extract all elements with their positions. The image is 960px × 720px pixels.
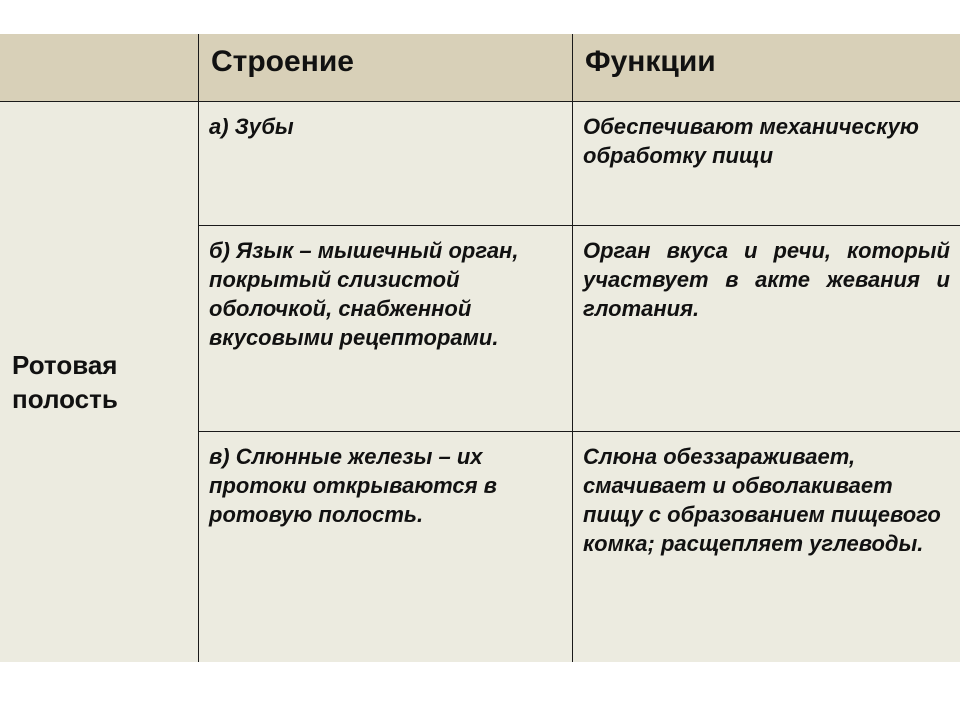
header-structure: Строение	[199, 34, 573, 102]
structure-salivary-glands: в) Слюнные железы – их протоки открываются в ротовую полость.	[199, 432, 573, 662]
row-label-line-1: Ротовая	[12, 350, 118, 380]
row-label-line-2: полость	[12, 384, 118, 414]
function-teeth: Обеспечивают механическую обработку пищи	[573, 102, 960, 226]
header-functions: Функции	[573, 34, 960, 102]
header-empty-cell	[0, 34, 199, 102]
structure-tongue: б) Язык – мышечный орган, покрытый слизистой оболочкой, снабженной вкусовыми рецепторами.	[199, 226, 573, 432]
digestion-table	[0, 34, 960, 662]
row-label-oral-cavity	[0, 102, 199, 662]
structure-teeth: а) Зубы	[199, 102, 573, 226]
function-salivary-glands: Слюна обеззараживает, смачивает и обволакивает пищу с образованием пищевого комка; расщепляет углеводы.	[573, 432, 960, 662]
function-tongue: Орган вкуса и речи, который участвует в акте жевания и глотания.	[573, 226, 960, 432]
